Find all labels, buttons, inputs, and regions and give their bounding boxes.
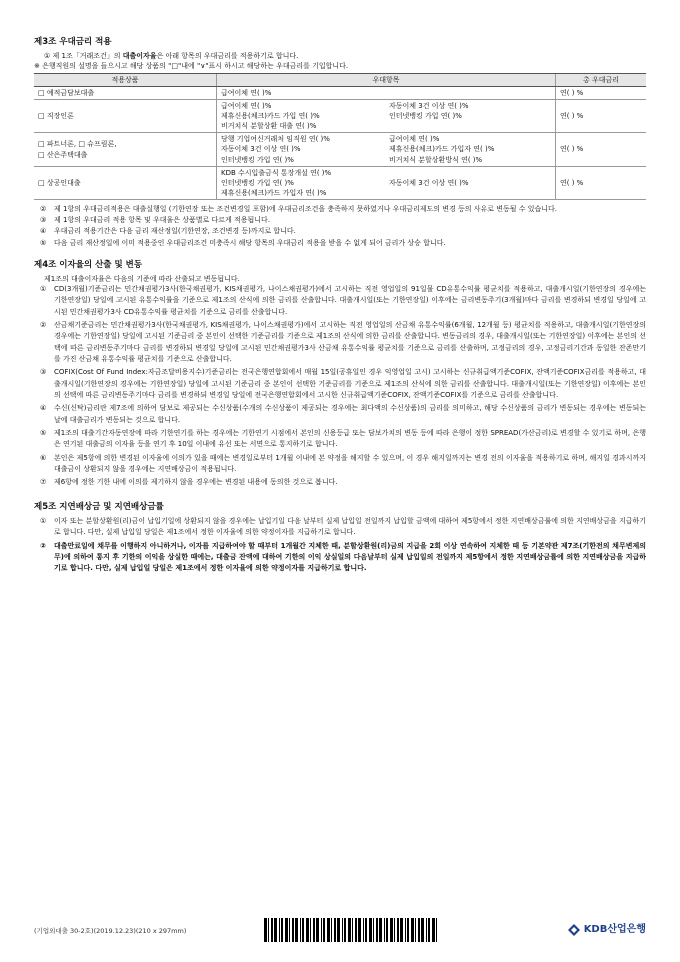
rate-item[interactable]: 자동이체 3건 이상 연( )% [389,101,469,110]
rate-item[interactable]: 비거치식 분할상환방식 연( )% [389,155,483,164]
page-footer [34,918,646,944]
item-text: 대출만료일에 채무를 이행하지 아니하거나, 이자를 지급하여야 할 때부터 1개월간 지체한 때, 분할상환원(리)금의 지급을 2회 이상 연속하여 지체한 때 등 기본약관 제7조(기한전의 채무변제의무)에 의하여 통지 후 기한의 이익을 상실한 때에는, 대출금 잔액에 대하여 기한의 이익 상실일의 다음날부터 실제 납입일의 전일까지 제5항에서 정한 지연배상금률에 의한 지연배상금을 지급하기로 합니다. 다만, 실제 납입일 당일은 제1조에서 정한 이자율에 의한 약정이자를 지급하기로 합니다. [54,541,646,573]
list-item [34,215,646,225]
list-item [34,226,646,236]
item-text: 본인은 제5항에 의한 변경된 이자율에 이의가 있을 때에는 변경일로부터 1개월 이내에 본 약정을 해지할 수 있으며, 이 경우 해지일까지는 변경 전의 이자율을 적용하기로 하며, 해지일 경과시까지 대출금이 상환되지 않을 경우에는 지연배상금이 적용됩니다. [54,453,646,474]
bank-logo [567,923,646,938]
article-3-instruction: ※ 은행직원의 설명을 들으시고 해당 상품의 "□"내에 "∨"표시 하시고 해당하는 우대금리를 기입합니다. [34,62,349,71]
list-item [34,320,646,365]
item-number: ③ [40,368,47,377]
item-number: ① [40,517,47,526]
item-text: COFIX(Cost Of Fund Index:자금조달비용지수)기준금리는 전국은행연합회에서 매월 15일(공휴일인 경우 익영업일 고시) 고시하는 신규취급액기준COFIX, 잔액기준COFIX금리를 적용하고, 대출개시일(기한연장의 경우에는 기한연장일) 당일에 고시된 기준금리 중 본인이 선택한 기준금리를 기준으로 제1조의 산식에 의한 금리를 산출합니다. 대출개시일(또는 기한연장일) 이후에는 본인의 선택에 따른 금리변동주기마다 금리를 변경하되 변경일 당일에 전국은행연합회에서 고시한 신규취급액기준COFIX, 잔액기준COFIX를 기준으로 금리를 산출합니다. [54,368,646,400]
article-3-notes [34,204,646,248]
rate-item[interactable]: 급여이체 연( )% [389,135,440,144]
header-product: 적용상품 [34,73,217,86]
article-4-items [34,284,646,489]
list-item [34,238,646,248]
table-row [34,166,646,199]
item-number: ② [40,205,47,214]
list-item [34,516,646,539]
table-row [34,133,646,166]
intro-bold-term: 대출이자율 [122,52,157,61]
total-cell[interactable]: 연( ) % [556,166,647,199]
rate-item[interactable]: 제휴신용(체크)카드 가입 연( )% [221,112,320,121]
item-text: 수신(신탁)금리란 제7조에 의하여 담보로 제공되는 수신상품(수개의 수신상품이 제공되는 경우에는 최다액의 수신상품)의 금리를 의미하고, 해당 수신상품의 금리가 변동되는 경우에는 변동되는 날에 대출금리가 변동되는 것으로 합니다. [54,404,646,424]
product-cell[interactable]: □ 파트너론, □ 슈프림론, □ 산은주택대출 [34,133,217,166]
item-number: ⑤ [40,238,47,247]
logo-text: KDB산업은행 [583,924,646,935]
list-item [34,453,646,476]
list-item [34,541,646,575]
article-5-items [34,516,646,575]
item-text: 제1조의 대출기간자동연장에 따라 기한연기를 하는 경우에는 기한연기 시점에서 본인의 신용등급 또는 담보가치의 변동 등에 따라 은행이 정한 SPREAD(가산금리)로 변경할 수 있기로 하며, 은행은 연기된 대출금의 이자율 등을 연기 후 10일 이내에 유선 또는 서면으로 통지하기로 합니다. [54,429,646,449]
items-cell [217,86,556,99]
intro-text-end: 은 아래 항목의 우대금리를 적용하기로 합니다. [156,52,299,61]
form-code: (기업외대출 30-2호)(2019.12.23)(210 x 297mm) [34,927,187,935]
list-item [34,477,646,488]
kdb-logo-icon [567,923,581,937]
item-text: 이자 또는 분할상환원(리)금이 납입기일에 상환되지 않을 경우에는 납입기일 다음 날부터 실제 납입일 전일까지 납입할 금액에 대하여 제5항에서 정한 지연배상금률에 의한 지연배상금을 지급하기로 합니다. 다만, 실제 납입일 당일은 제1조에서 정한 이자율에 의한 약정이자를 지급하기로 합니다. [54,517,646,537]
items-cell [217,166,556,199]
product-cell[interactable]: □ 예적금담보대출 [34,86,217,99]
article-3-intro [34,51,646,61]
item-number: ① [40,285,47,294]
rate-item[interactable]: 인터넷뱅킹 가입 연( )% [389,112,462,121]
product-cell[interactable]: □ 상공인대출 [34,166,217,199]
item-text: 제6항에 정한 기한 내에 이의를 제기하지 않을 경우에는 변경된 내용에 동의한 것으로 봅니다. [54,478,338,487]
article-5-title: 제5조 지연배상금 및 지연배상금률 [34,501,164,512]
item-number: ⑦ [40,478,47,487]
product-cell[interactable]: □ 직장인론 [34,99,217,132]
rate-item[interactable]: 인터넷뱅킹 가입 연( )% [221,178,294,187]
barcode-image [264,918,440,942]
article-5 [34,501,646,575]
header-total: 총 우대금리 [556,73,647,86]
item-number: ② [40,541,46,550]
rate-item[interactable]: 제휴신용(체크)카드 가입자 연( )% [389,145,495,154]
list-item [34,284,646,318]
rate-item[interactable]: 자동이체 3건 이상 연( )% [389,178,469,187]
total-cell[interactable]: 연( ) % [556,99,647,132]
item-text: CD(3개월)기준금리는 민간채권평가3사(한국채권평가, KIS채권평가, 나이스채권평가)에서 고시하는 직전 영업일의 91일물 CD유통수익률 평균치를 적용하고, 대출개시일(기한연장의 경우에는 기한연장일) 당일에 고시된 유통수익률을 기준으로 제1조의 산식에 의한 금리를 산출합니다. 대출개시일(또는 기한연장일) 이후에는 금리변동주기(3개월)마다 금리를 변경하되 변경일 당일에 고시된 민간채권평가3사 CD유통수익률 평균치를 기준으로 금리를 산출합니다. [54,285,646,316]
rate-item[interactable]: 자동이체 3건 이상 연( )% [221,145,301,154]
list-item [34,367,646,401]
article-4 [34,259,646,489]
table-row [34,86,646,99]
rate-item[interactable]: 급여이체 연( )% [221,88,272,97]
article-4-intro: 제1조의 대출이자율은 다음의 기준에 따라 산출되고 변동됩니다. [44,275,240,284]
total-cell[interactable]: 연( ) % [556,86,647,99]
table-row [34,99,646,132]
item-text: 산금채기준금리는 민간채권평가3사(한국채권평가, KIS채권평가, 나이스채권평가)에서 고시하는 직전 영업일의 산금채 유통수익률(6개월, 12개월 등) 평균치를 적용하고, 대출개시일(기한연장의 경우에는 기한연장일) 당일에 고시된 기준금리 중 본인이 선택한 기준금리를 기준으로 제1조의 산식에 의한 금리를 산출합니다. 변동금리의 경우, 대출개시일(또는 기한연장일) 이후에는 본인의 선택에 따른 금리변동주기마다 금리를 변경하되 변경일 당일에 고시된 민간채권평가3사 산금채 유통수익률 평균치를 기준으로 금리를 산출하며, 고정금리의 경우, 고정금리기간과 동일한 잔존만기를 가진 산금채 유통수익률 평균치를 기준으로 산출합니다. [54,321,646,364]
item-number: ② [40,321,47,330]
rate-item[interactable]: 당행 기업여신거래처 임직원 연( )% [221,135,330,144]
rate-item[interactable]: KDB 수시입출금식 통장개설 연( )% [221,168,332,177]
item-text: 제 1항의 우대금리 적용 항목 및 우대율은 상품별로 다르게 적용됩니다. [54,216,271,225]
item-number: ⑤ [40,429,47,438]
rate-item[interactable]: 제휴신용(체크)카드 가입자 연( )% [221,189,327,197]
list-item [34,204,646,214]
item-number: ④ [40,227,47,236]
article-3 [34,36,646,248]
preferential-rate-table [34,73,646,201]
intro-text-start: ① 제 1조「거래조건」의 [44,52,123,61]
items-cell [217,133,556,166]
items-cell [217,99,556,132]
rate-item[interactable]: 비거치식 분할상환 대출 연( )% [221,122,317,131]
header-items: 우대항목 [217,73,556,86]
item-text: 우대금리 적용기간은 다음 금리 재산정일(기한연장, 조건변경 등)까지로 합니다. [54,227,296,236]
item-text: 제 1항의 우대금리적용은 대출실행일 (기한연장 또는 조건변경일 포함)에 우대금리조건을 충족하지 못하였거나 우대금리제도의 변경 등의 사유로 변동될 수 있습니다. [54,205,558,214]
item-number: ③ [40,216,47,225]
list-item [34,428,646,451]
total-cell[interactable]: 연( ) % [556,133,647,166]
rate-item[interactable]: 인터넷뱅킹 가입 연( )% [221,155,294,164]
list-item [34,403,646,426]
article-3-title: 제3조 우대금리 적용 [34,37,112,47]
article-4-title: 제4조 이자율의 산출 및 변동 [34,259,143,270]
item-number: ④ [40,404,47,413]
item-number: ⑥ [40,453,47,462]
document-page [34,36,646,577]
rate-item[interactable]: 급여이체 연( )% [221,101,272,110]
item-text: 다음 금리 재산정일에 이미 적용중인 우대금리조건 미충족시 해당 항목의 우대금리 적용을 받을 수 없게 되어 금리가 상승 합니다. [54,238,446,247]
